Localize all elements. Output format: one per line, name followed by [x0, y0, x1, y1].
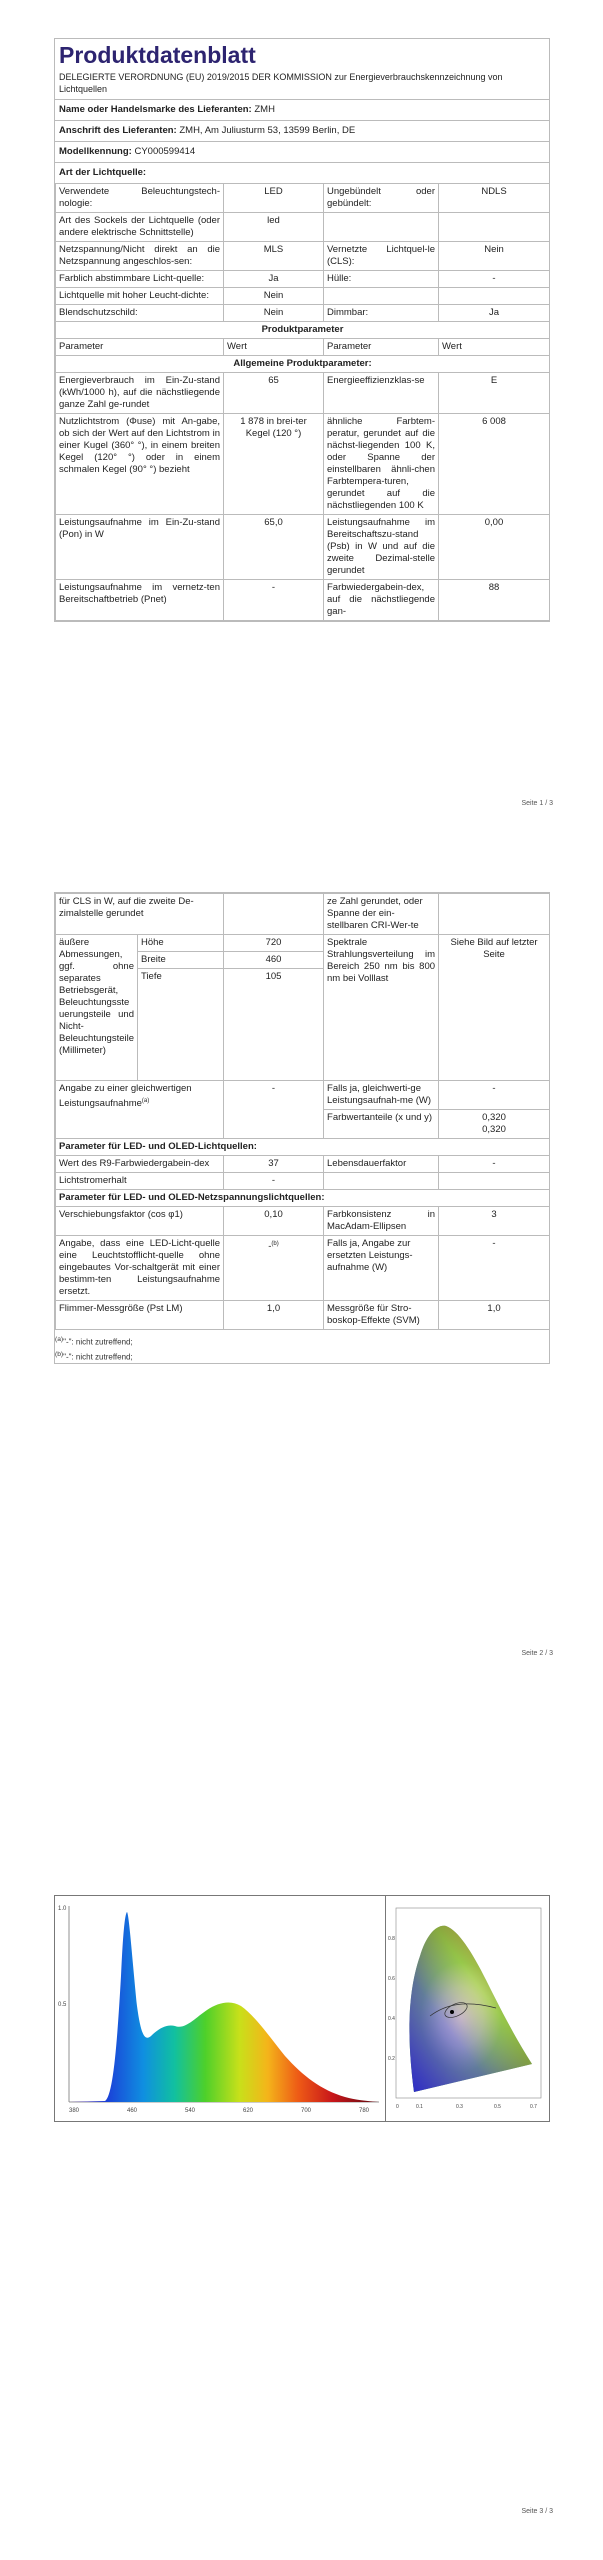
- table-row: [56, 894, 550, 935]
- param-value: 6 008: [439, 414, 550, 515]
- table-row: [56, 515, 550, 580]
- param-value: [224, 894, 324, 935]
- cie-x-tick: 0.5: [494, 2104, 501, 2110]
- cie-y-tick: 0.6: [388, 1976, 395, 1982]
- param-value: MLS: [224, 242, 324, 271]
- page-3: [0, 1700, 603, 2560]
- page-title: Produktdatenblatt: [59, 42, 256, 68]
- cie-x-tick: 0.1: [416, 2104, 423, 2110]
- column-header: Parameter: [56, 339, 224, 356]
- spectrum-svg: [55, 1896, 385, 2121]
- table-row: [56, 1173, 550, 1190]
- table-row: [56, 373, 550, 414]
- param-value: 65: [224, 373, 324, 414]
- param-value: Ja: [439, 305, 550, 322]
- section-title: Allgemeine Produktparameter:: [56, 356, 550, 373]
- param-label: Farbwiedergabein-dex, auf die nächstliegende gan-: [324, 580, 439, 621]
- footnote-ref: (b): [271, 1241, 279, 1247]
- param-value: 88: [439, 580, 550, 621]
- param-value: 0,00: [439, 515, 550, 580]
- y-tick: 1.0: [58, 1906, 67, 1912]
- param-value: [439, 213, 550, 242]
- spectral-value: Siehe Bild auf letzter Seite: [439, 935, 550, 1081]
- param-value: 37: [224, 1156, 324, 1173]
- param-value: Ja: [224, 271, 324, 288]
- cie-x-tick: 0.3: [456, 2104, 463, 2110]
- param-label: [324, 213, 439, 242]
- param-value: E: [439, 373, 550, 414]
- param-value: 1,0: [224, 1301, 324, 1330]
- spectrum-curve: [69, 1912, 379, 2102]
- color-x: 0,320: [482, 1112, 506, 1123]
- param-label: Leistungsaufnahme im Bereitschaftszu-stand (Psb) in W und auf die zweite Dezimal-stelle gerundet: [324, 515, 439, 580]
- param-value: led: [224, 213, 324, 242]
- param-label: Falls ja, Angabe zur ersetzten Leistungs-aufnahme (W): [324, 1236, 439, 1301]
- x-tick: 380: [69, 2108, 80, 2114]
- params-table: [55, 893, 550, 1330]
- supplier-row: [55, 100, 549, 121]
- param-label: Vernetzte Lichtquel-le (CLS):: [324, 242, 439, 271]
- cie-y-tick: 0.2: [388, 2056, 395, 2062]
- param-value: -: [224, 580, 324, 621]
- model-label: Modellkennung:: [59, 146, 132, 157]
- x-tick: 700: [301, 2108, 312, 2114]
- param-label: [324, 1173, 439, 1190]
- x-tick: 620: [243, 2108, 254, 2114]
- param-label: Hülle:: [324, 271, 439, 288]
- param-value: Nein: [439, 242, 550, 271]
- param-label: Lebensdauerfaktor: [324, 1156, 439, 1173]
- model-row: [55, 142, 549, 163]
- cie-y-tick: 0.8: [388, 1936, 395, 1942]
- param-value: -: [439, 271, 550, 288]
- cie-chromaticity-chart: [386, 1896, 549, 2121]
- y-tick: 0.5: [58, 2002, 67, 2008]
- cie-svg: [386, 1896, 549, 2121]
- param-label: Netzspannung/Nicht direkt an die Netzspannung angeschlos-sen:: [56, 242, 224, 271]
- param-value: 65,0: [224, 515, 324, 580]
- section-title: Produktparameter: [56, 322, 550, 339]
- param-value: NDLS: [439, 184, 550, 213]
- dim-value: 105: [224, 969, 324, 1081]
- param-label: Falls ja, gleichwerti-ge Leistungsaufnah-me (W): [324, 1081, 439, 1110]
- param-label: Wert des R9-Farbwiedergabein-dex: [56, 1156, 224, 1173]
- param-label: Angabe, dass eine LED-Licht-quelle eine Leuchtstofflicht-quelle ohne eingebautes Vor-schaltgerät mit einer bestimm-ten Leistungsaufnahme ersetzt.: [56, 1236, 224, 1301]
- table-row: [56, 1190, 550, 1207]
- color-y: 0,320: [482, 1124, 506, 1135]
- cie-x-tick: 0: [396, 2104, 399, 2110]
- table-row: [56, 356, 550, 373]
- x-tick: 460: [127, 2108, 138, 2114]
- footnote-mark: (b): [55, 1350, 64, 1358]
- footnote-mark: (a): [55, 1336, 64, 1343]
- table-row: [56, 288, 550, 305]
- address-value: ZMH, Am Juliusturm 53, 13599 Berlin, DE: [179, 125, 356, 136]
- param-label: Flimmer-Messgröße (Pst LM): [56, 1301, 224, 1330]
- param-label: Energieverbrauch im Ein-Zu-stand (kWh/1000 h), auf die nächstliegende ganze Zahl ge-rundet: [56, 373, 224, 414]
- param-value: Nein: [224, 305, 324, 322]
- dim-value: 720: [224, 935, 324, 952]
- param-label: ze Zahl gerundet, oder Spanne der ein-stellbaren CRI-Wer-te: [324, 894, 439, 935]
- param-label: Dimmbar:: [324, 305, 439, 322]
- type-table: [55, 183, 550, 621]
- datasheet-frame-continued: [54, 892, 550, 1364]
- table-row: [56, 339, 550, 356]
- column-header: Parameter: [324, 339, 439, 356]
- param-value: 1,0: [439, 1301, 550, 1330]
- table-row: [56, 271, 550, 288]
- spectrum-figure: [54, 1895, 550, 2122]
- cie-x-tick: 0.7: [530, 2104, 537, 2110]
- param-label: [56, 1081, 224, 1139]
- table-row: [56, 1236, 550, 1301]
- param-label: Messgröße für Stro-boskop-Effekte (SVM): [324, 1301, 439, 1330]
- param-value: [439, 1110, 550, 1139]
- footnote-b: [55, 1349, 549, 1364]
- model-value: CY000599414: [134, 146, 196, 157]
- replace-value: -: [268, 1241, 272, 1253]
- param-value: -: [439, 1081, 550, 1110]
- address-row: [55, 121, 549, 142]
- page-number: Seite 3 / 3: [521, 2508, 553, 2515]
- footnote-ref: (a): [141, 1098, 150, 1104]
- table-row: [56, 184, 550, 213]
- address-label: Anschrift des Lieferanten:: [59, 125, 177, 136]
- datasheet-frame: [54, 38, 550, 622]
- page-number: Seite 1 / 3: [521, 800, 553, 807]
- x-tick: 540: [185, 2108, 196, 2114]
- param-value: [439, 894, 550, 935]
- dim-name: Breite: [138, 952, 224, 969]
- param-label: Farbkonsistenz in MacAdam-Ellipsen: [324, 1207, 439, 1236]
- page-1: [0, 0, 603, 820]
- param-label: Art des Sockels der Lichtquelle (oder andere elektrische Schnittstelle): [56, 213, 224, 242]
- param-label: Leistungsaufnahme im vernetz-ten Bereitschaftbetrieb (Pnet): [56, 580, 224, 621]
- cie-y-tick: 0.4: [388, 2016, 395, 2022]
- param-label: [324, 288, 439, 305]
- footnote-text: "-": nicht zutreffend;: [63, 1337, 133, 1347]
- supplier-value: ZMH: [254, 104, 275, 115]
- param-label: Blendschutzschild:: [56, 305, 224, 322]
- dim-value: 460: [224, 952, 324, 969]
- dim-name: Höhe: [138, 935, 224, 952]
- param-label: Lichtstromerhalt: [56, 1173, 224, 1190]
- table-row: [56, 1139, 550, 1156]
- param-value: 0,10: [224, 1207, 324, 1236]
- param-value: -: [439, 1236, 550, 1301]
- param-label: Energieeffizienzklas-se: [324, 373, 439, 414]
- param-value: 1 878 in brei-ter Kegel (120 °): [224, 414, 324, 515]
- section-title: Parameter für LED- und OLED-Netzspannungslichtquellen:: [56, 1190, 550, 1207]
- table-row: [56, 1156, 550, 1173]
- param-value: [439, 288, 550, 305]
- param-label: Leistungsaufnahme im Ein-Zu-stand (Pon) in W: [56, 515, 224, 580]
- param-label: Ungebündelt oder gebündelt:: [324, 184, 439, 213]
- param-value: [439, 1173, 550, 1190]
- column-header: Wert: [439, 339, 550, 356]
- column-header: Wert: [224, 339, 324, 356]
- table-row: [56, 414, 550, 515]
- type-label: Art der Lichtquelle:: [59, 167, 147, 178]
- param-value: Nein: [224, 288, 324, 305]
- table-row: [56, 213, 550, 242]
- param-value: LED: [224, 184, 324, 213]
- table-row: [56, 1081, 550, 1110]
- page-2: [0, 880, 603, 1680]
- table-row: [56, 242, 550, 271]
- param-label: Nutzlichtstrom (Φuse) mit An-gabe, ob sich der Wert auf den Lichtstrom in einer Kugel (360° °), in einem breiten Kegel (120° °) oder in einem schmalen Kegel (90° °) bezieht: [56, 414, 224, 515]
- param-label: ähnliche Farbtem-peratur, gerundet auf die nächst-liegenden 100 K, oder Spanne der einstellbaren ähnli-chen Farbtempera-turen, gerundet auf die nächstliegenden 100 K: [324, 414, 439, 515]
- table-row: [56, 935, 550, 952]
- table-row: [56, 580, 550, 621]
- page-number: Seite 2 / 3: [521, 1650, 553, 1657]
- spectral-label: Spektrale Strahlungsverteilung im Bereich 250 nm bis 800 nm bei Volllast: [324, 935, 439, 1081]
- footnote-text: "-": nicht zutreffend;: [63, 1352, 133, 1362]
- table-row: [56, 1207, 550, 1236]
- param-label: Verwendete Beleuchtungstech-nologie:: [56, 184, 224, 213]
- param-value: -: [224, 1173, 324, 1190]
- param-label: Farblich abstimmbare Licht-quelle:: [56, 271, 224, 288]
- type-row: [55, 163, 549, 183]
- spectral-distribution-chart: [55, 1896, 386, 2121]
- supplier-label: Name oder Handelsmarke des Lieferanten:: [59, 104, 252, 115]
- param-label: Farbwertanteile (x und y): [324, 1110, 439, 1139]
- regulation-subtitle: DELEGIERTE VERORDNUNG (EU) 2019/2015 DER KOMMISSION zur Energieverbrauchskennzeichnung von Lichtquellen: [55, 69, 549, 100]
- param-value: [224, 1236, 324, 1301]
- equiv-label: Angabe zu einer gleichwertigen Leistungsaufnahme: [59, 1083, 192, 1110]
- table-row: [56, 322, 550, 339]
- section-title: Parameter für LED- und OLED-Lichtquellen:: [56, 1139, 550, 1156]
- footnote-a: [55, 1334, 549, 1349]
- param-label: für CLS in W, auf die zweite De-zimalstelle gerundet: [56, 894, 224, 935]
- param-label: Verschiebungsfaktor (cos φ1): [56, 1207, 224, 1236]
- dimensions-label: äußere Abmessungen, ggf. ohne separates Betriebsgerät, Beleuchtungssteuerungsteile und Nicht-Beleuchtungsteile (Millimeter): [56, 935, 138, 1081]
- chromaticity-point: [450, 2010, 454, 2014]
- dim-name: Tiefe: [138, 969, 224, 1081]
- param-value: 3: [439, 1207, 550, 1236]
- x-tick: 780: [359, 2108, 370, 2114]
- param-value: -: [439, 1156, 550, 1173]
- table-row: [56, 1301, 550, 1330]
- param-value: -: [224, 1081, 324, 1139]
- table-row: [56, 305, 550, 322]
- param-label: Lichtquelle mit hoher Leucht-dichte:: [56, 288, 224, 305]
